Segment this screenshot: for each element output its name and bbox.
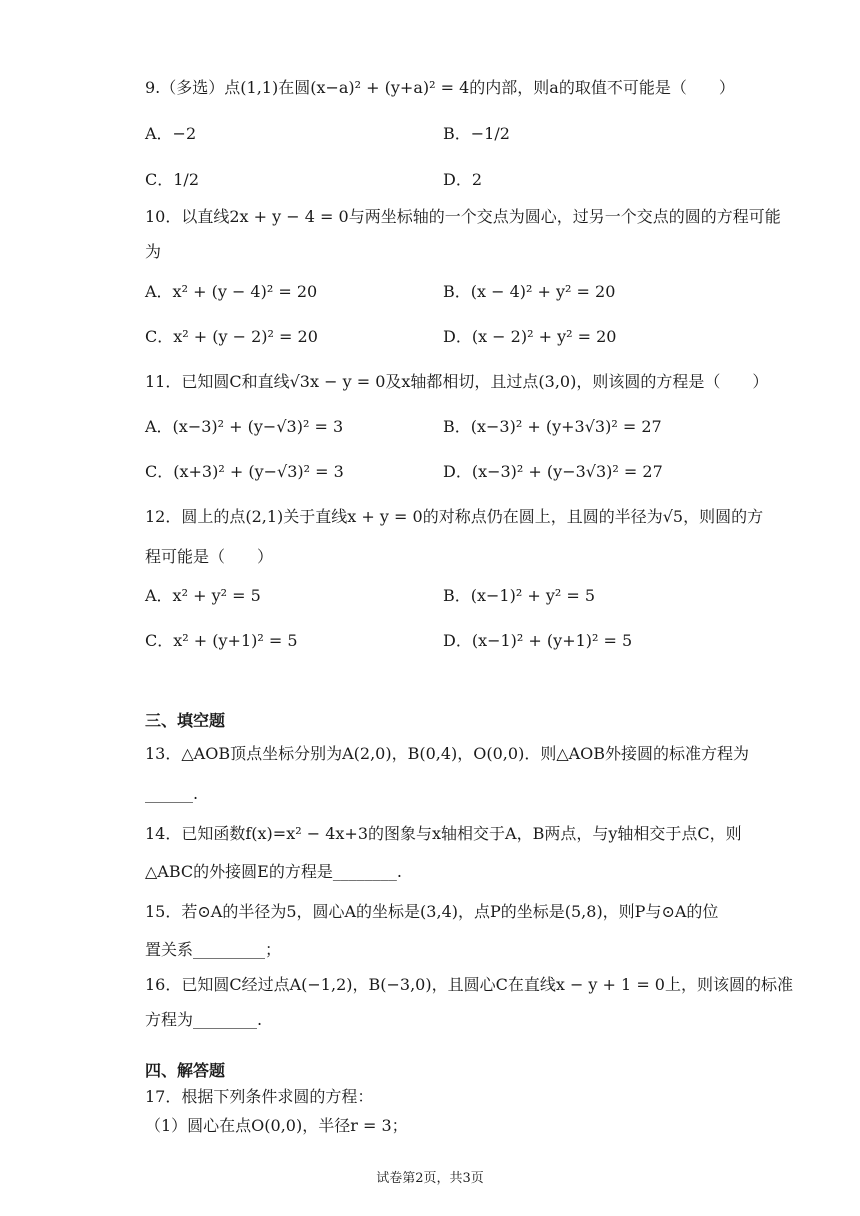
q10-option-a: A．x² + (y − 4)² = 20: [145, 282, 318, 301]
q10-option-b: B．(x − 4)² + y² = 20: [443, 282, 616, 301]
q17-line2: （1）圆心在点O(0,0)，半径r = 3；: [145, 1116, 408, 1135]
q16-line2: 方程为________.: [145, 1010, 263, 1029]
q9-stem: 9.（多选）点(1,1)在圆(x−a)² + (y+a)² = 4的内部，则a的取值不可能是（ ）: [145, 78, 735, 97]
q12-option-a: A．x² + y² = 5: [145, 586, 261, 605]
q11-option-d: D．(x−3)² + (y−3√3)² = 27: [443, 462, 663, 481]
q12-option-b: B．(x−1)² + y² = 5: [443, 586, 596, 605]
q12-stem-line1: 12．圆上的点(2,1)关于直线x + y = 0的对称点仍在圆上，且圆的半径为√5，则圆的方: [145, 507, 764, 526]
q9-option-b: B．−1/2: [443, 124, 510, 143]
q15-line1: 15．若⊙A的半径为5，圆心A的坐标是(3,4)，点P的坐标是(5,8)，则P与⊙A的位: [145, 902, 719, 921]
q11-stem: 11．已知圆C和直线√3x − y = 0及x轴都相切，且过点(3,0)，则该圆的方程是（ ）: [145, 372, 769, 391]
q14-line2: △ABC的外接圆E的方程是________.: [145, 862, 402, 881]
q11-option-a: A．(x−3)² + (y−√3)² = 3: [145, 417, 344, 436]
q13-line2: ______.: [145, 784, 199, 803]
q11-option-c: C．(x+3)² + (y−√3)² = 3: [145, 462, 344, 481]
q10-stem-line2: 为: [145, 242, 162, 261]
q13-line1: 13．△AOB顶点坐标分别为A(2,0)，B(0,4)，O(0,0)．则△AOB外接圆的标准方程为: [145, 744, 750, 763]
section-solve-heading: 四、解答题: [145, 1061, 226, 1080]
q10-stem-line1: 10．以直线2x + y − 4 = 0与两坐标轴的一个交点为圆心，过另一个交点的圆的方程可能: [145, 207, 781, 226]
q10-option-c: C．x² + (y − 2)² = 20: [145, 327, 318, 346]
page-footer: 试卷第2页，共3页: [376, 1171, 484, 1186]
q11-option-b: B．(x−3)² + (y+3√3)² = 27: [443, 417, 662, 436]
q17-line1: 17．根据下列条件求圆的方程：: [145, 1087, 374, 1106]
section-fill-in-heading: 三、填空题: [145, 711, 226, 730]
q12-option-c: C．x² + (y+1)² = 5: [145, 631, 298, 650]
q14-line1: 14．已知函数f(x)=x² − 4x+3的图象与x轴相交于A，B两点，与y轴相交于点C，则: [145, 824, 742, 843]
q15-line2: 置关系_________；: [145, 940, 282, 959]
q12-option-d: D．(x−1)² + (y+1)² = 5: [443, 631, 633, 650]
q9-option-c: C．1/2: [145, 170, 199, 189]
q9-option-d: D．2: [443, 170, 483, 189]
q10-option-d: D．(x − 2)² + y² = 20: [443, 327, 617, 346]
q16-line1: 16．已知圆C经过点A(−1,2)，B(−3,0)，且圆心C在直线x − y + 1 = 0上，则该圆的标准: [145, 975, 793, 994]
q12-stem-line2: 程可能是（ ）: [145, 547, 274, 566]
q9-option-a: A．−2: [145, 124, 197, 143]
